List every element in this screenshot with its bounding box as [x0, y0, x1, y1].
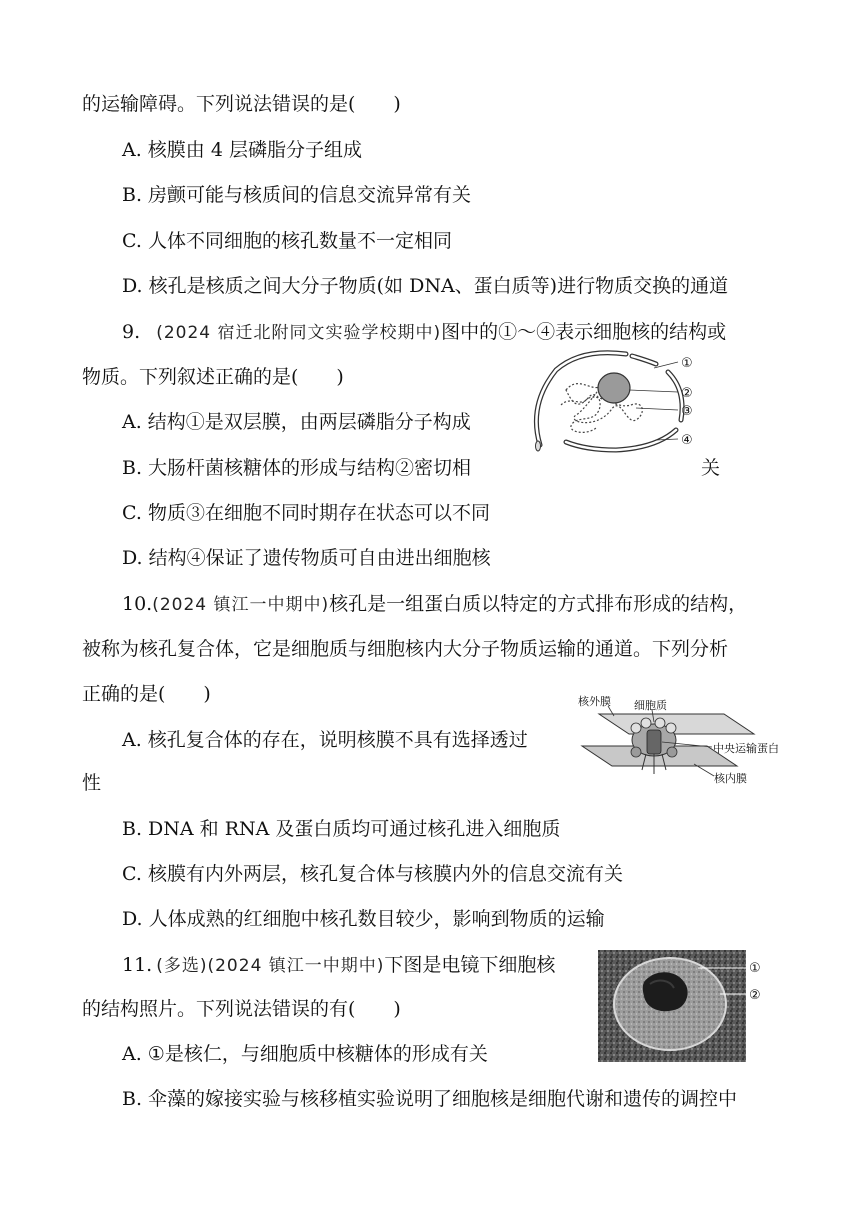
q11-option-b: B. 伞藻的嫁接实验与核移植实验说明了细胞核是细胞代谢和遗传的调控中 [122, 1088, 738, 1110]
q11-tag: (多选) [156, 956, 208, 976]
label-central-transporter: 中央运输蛋白 [713, 742, 779, 755]
q10-option-b: B. DNA 和 RNA 及蛋白质均可通过核孔进入细胞质 [122, 818, 561, 840]
q11-stem-line1 [122, 954, 555, 977]
label-outer-membrane: 核外膜 [578, 695, 611, 708]
nucleolus [598, 373, 630, 403]
q10-stem-rest: 核孔是一组蛋白质以特定的方式排布形成的结构， [329, 593, 748, 615]
central-transporter [647, 730, 661, 754]
q9-stem-line1 [122, 321, 726, 344]
label-cytoplasm: 细胞质 [634, 699, 667, 712]
q9-option-c: C. 物质③在细胞不同时期存在状态可以不同 [122, 502, 490, 524]
q10-stem-line2: 被称为核孔复合体，它是细胞质与细胞核内大分子物质运输的通道。下列分析 [82, 638, 729, 660]
q10-stem-line3: 正确的是( ) [82, 683, 211, 705]
q11-source: (2024 镇江一中期中) [207, 956, 385, 976]
q10-option-d: D. 人体成熟的红细胞中核孔数目较少，影响到物质的运输 [122, 908, 605, 930]
label-inner-membrane: 核内膜 [714, 772, 747, 785]
label-2: ② [681, 386, 693, 401]
micrograph-label-2: ② [749, 988, 761, 1003]
q9-source: (2024 宿迁北附同文实验学校期中) [156, 323, 442, 343]
q9-option-b: B. 大肠杆菌核糖体的形成与结构②密切相 [122, 457, 472, 479]
electron-micrograph [598, 950, 770, 1062]
q10-source: (2024 镇江一中期中) [152, 595, 330, 615]
q8-option-a: A. 核膜由 4 层磷脂分子组成 [122, 139, 362, 161]
q8-option-c: C. 人体不同细胞的核孔数量不一定相同 [122, 230, 452, 252]
q10-option-a: A. 核孔复合体的存在，说明核膜不具有选择透过 [122, 729, 528, 751]
q8-option-b: B. 房颤可能与核质间的信息交流异常有关 [122, 184, 472, 206]
q10-option-a-tail: 性 [82, 772, 102, 794]
q8-stem-tail: 的运输障碍。下列说法错误的是( ) [82, 93, 401, 115]
nucleus-diagram [526, 350, 696, 460]
q9-option-d: D. 结构④保证了遗传物质可自由进出细胞核 [122, 547, 491, 569]
q9-option-a: A. 结构①是双层膜，由两层磷脂分子构成 [122, 411, 471, 433]
q11-option-a: A. ①是核仁，与细胞质中核糖体的形成有关 [122, 1043, 488, 1065]
q11-number: 11. [122, 954, 153, 976]
q9-stem-rest: 图中的①～④表示细胞核的结构或 [441, 321, 727, 343]
q10-option-c: C. 核膜有内外两层，核孔复合体与核膜内外的信息交流有关 [122, 863, 623, 885]
nuclear-pore-diagram [574, 692, 786, 792]
q10-stem-line1 [122, 593, 747, 616]
q11-stem-rest: 下图是电镜下细胞核 [384, 954, 556, 976]
q9-stem-line2: 物质。下列叙述正确的是( ) [82, 366, 344, 388]
q10-number: 10. [122, 593, 153, 615]
q9-number: 9. [122, 321, 141, 343]
q11-stem-line2: 的结构照片。下列说法错误的有( ) [82, 998, 401, 1020]
q8-option-d: D. 核孔是核质之间大分子物质(如 DNA、蛋白质等)进行物质交换的通道 [122, 275, 729, 297]
label-1: ① [681, 356, 693, 371]
label-3: ③ [681, 404, 693, 419]
label-4: ④ [681, 433, 693, 448]
q9-option-b-tail: 关 [701, 457, 721, 479]
micrograph-label-1: ① [749, 961, 761, 976]
outer-membrane [599, 714, 754, 734]
